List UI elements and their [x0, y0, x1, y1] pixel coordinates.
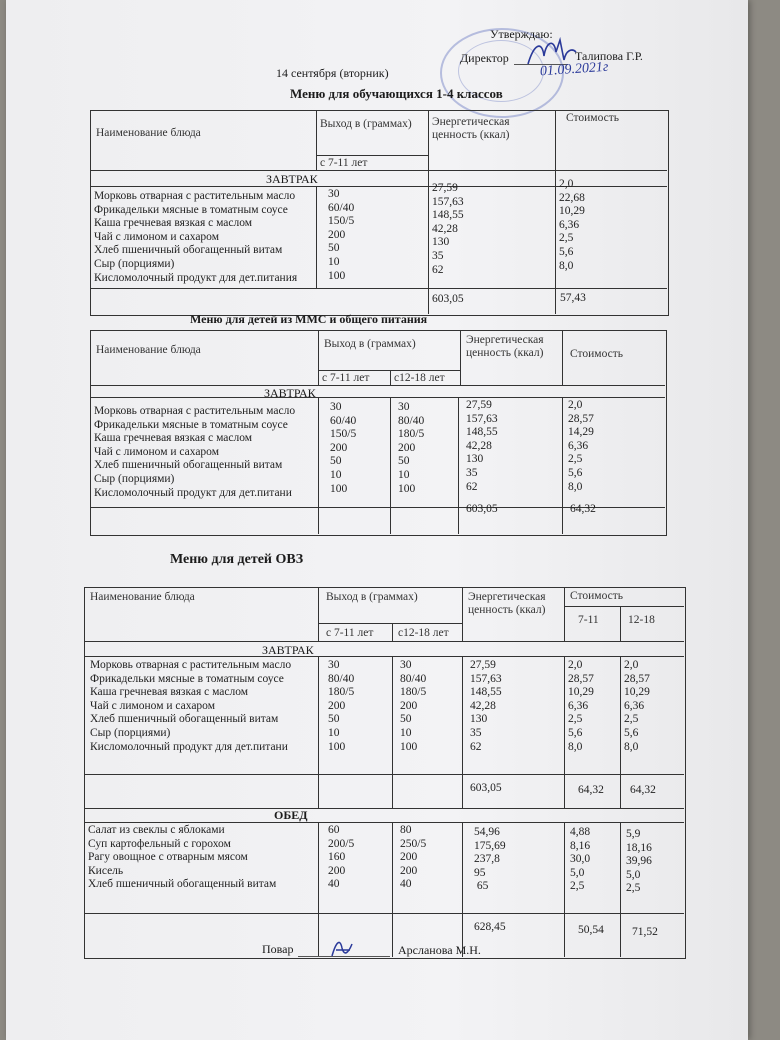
t3-line	[318, 587, 319, 641]
t1-total-cost: 57,43	[560, 292, 586, 304]
t2-output-12-18: 30 80/40 180/5 200 50 10 100	[398, 401, 425, 495]
cook-name: Арсланова М.Н.	[398, 943, 481, 957]
t3-breakfast-total-energy: 603,05	[470, 782, 502, 794]
t3-line	[318, 656, 319, 808]
t3-lunch-total-energy: 628,45	[474, 921, 506, 933]
t1-col-output: Выход в (граммах)	[320, 118, 412, 130]
t3-age-7-11: с 7-11 лет	[326, 627, 374, 639]
t1-line	[428, 110, 429, 186]
t3-lunch-total-cost-12-18: 71,52	[632, 926, 658, 938]
t3-lunch-output-7-11: 60 200/5 160 200 40	[328, 824, 355, 891]
t3-line	[84, 913, 684, 914]
t3-line	[84, 808, 684, 809]
t1-line	[428, 186, 429, 314]
t2-col-name: Наименование блюда	[96, 344, 201, 356]
t3-lunch-total-cost-7-11: 50,54	[578, 924, 604, 936]
t3-line	[318, 822, 319, 957]
t2-line	[390, 397, 391, 534]
cook-signature-icon	[326, 934, 356, 962]
t3-breakfast-dishes: Морковь отварная с растительным масло Фрикадельки мясные в томатным соусе Каша гречневая вязкая с маслом Чай с лимоном и сахаром Хлеб пшеничный обогащенный витам Сыр (порциями) Кисломолочный продукт для дет.питани	[90, 659, 292, 753]
t3-lunch-energy: 54,96 175,69 237,8 95 65	[474, 826, 506, 893]
table1-title: Меню для обучающихся 1-4 классов	[290, 86, 503, 101]
t3-line	[462, 656, 463, 808]
t3-line	[620, 822, 621, 957]
t2-line	[460, 330, 461, 385]
t1-line	[316, 186, 317, 288]
t3-line	[620, 606, 621, 641]
t1-age-7-11: с 7-11 лет	[320, 157, 368, 169]
t2-line	[318, 330, 319, 385]
t1-line	[316, 110, 317, 170]
t2-col-cost: Стоимость	[570, 348, 623, 360]
t2-section-breakfast: ЗАВТРАК	[264, 386, 316, 400]
t2-line	[318, 370, 460, 371]
t3-breakfast-total-cost-12-18: 64,32	[630, 784, 656, 796]
t2-total-energy: 603,05	[466, 503, 498, 515]
t3-col-output: Выход в (граммах)	[326, 591, 418, 603]
t1-col-energy: Энергетическая ценность (ккал)	[432, 116, 510, 141]
t2-line	[390, 370, 391, 385]
t3-lunch-dishes: Салат из свеклы с яблоками Суп картофельный с горохом Рагу овощное с отварным мясом Кисель Хлеб пшеничный обогащенный витам	[88, 824, 277, 891]
t2-line	[90, 385, 665, 386]
t3-line	[462, 822, 463, 957]
t2-cost: 2,0 28,57 14,29 6,36 2,5 5,6 8,0	[568, 399, 594, 493]
t2-line	[458, 397, 459, 534]
t2-col-energy: Энергетическая ценность (ккал)	[466, 334, 544, 359]
handwritten-date: 01.09.2021г	[539, 59, 609, 80]
t3-line	[318, 623, 462, 624]
table2-title: Меню для детей из ММС и общего питания	[190, 312, 428, 326]
t2-energy: 27,59 157,63 148,55 42,28 130 35 62	[466, 399, 498, 493]
t3-breakfast-total-cost-7-11: 64,32	[578, 784, 604, 796]
t2-total-cost: 64,32	[570, 503, 596, 515]
t1-section-breakfast: ЗАВТРАК	[266, 172, 318, 186]
t3-breakfast-energy: 27,59 157,63 148,55 42,28 130 35 62	[470, 659, 502, 753]
t1-cost: 2,0 22,68 10,29 6,36 2,5 5,6 8,0	[559, 178, 585, 272]
t3-lunch-cost-12-18: 5,9 18,16 39,96 5,0 2,5	[626, 828, 652, 895]
t2-line	[90, 397, 665, 398]
t1-line	[90, 288, 667, 289]
director-label: Директор	[460, 51, 509, 65]
t2-line	[562, 330, 563, 385]
t1-line	[316, 155, 428, 156]
t3-line	[620, 656, 621, 808]
t3-breakfast-cost-7-11: 2,0 28,57 10,29 6,36 2,5 5,6 8,0	[568, 659, 594, 753]
t3-col-energy: Энергетическая ценность (ккал)	[468, 591, 546, 616]
t1-output: 30 60/40 150/5 200 50 10 100	[328, 188, 355, 282]
cook-label: Повар	[262, 942, 294, 956]
t3-line	[84, 641, 684, 642]
date-line: 14 сентября (вторник)	[276, 66, 389, 80]
t3-line	[84, 774, 684, 775]
t3-section-lunch: ОБЕД	[274, 808, 308, 822]
t1-total-energy: 603,05	[432, 293, 464, 305]
t3-line	[84, 656, 684, 657]
t2-dishes: Морковь отварная с растительным масло Фрикадельки мясные в томатным соусе Каша гречневая вязкая с маслом Чай с лимоном и сахаром Хлеб пшеничный обогащенный витам Сыр (порциями) Кисломолочный продукт для дет.питани	[94, 405, 296, 499]
t3-line	[564, 656, 565, 808]
t3-line	[564, 606, 684, 607]
t2-line	[318, 397, 319, 534]
t1-energy: 27,59 157,63 148,55 42,28 130 35 62	[432, 182, 464, 276]
t3-lunch-cost-7-11: 4,88 8,16 30,0 5,0 2,5	[570, 826, 591, 893]
t2-col-output: Выход в (граммах)	[324, 338, 416, 350]
approval-label: Утверждаю:	[490, 27, 553, 41]
t3-line	[84, 822, 684, 823]
t3-line	[392, 623, 393, 641]
t3-lunch-output-12-18: 80 250/5 200 200 40	[400, 824, 427, 891]
t1-dishes: Морковь отварная с растительным масло Фрикадельки мясные в томатным соусе Каша гречневая вязкая с маслом Чай с лимоном и сахаром Хлеб пшеничный обогащенный витам Сыр (порциями) Кисломолочный продукт для дет.питания	[94, 190, 298, 284]
t3-col-cost: Стоимость	[570, 590, 623, 602]
t2-output-7-11: 30 60/40 150/5 200 50 10 100	[330, 401, 357, 495]
t3-line	[392, 822, 393, 957]
t1-line	[90, 170, 667, 171]
t3-section-breakfast: ЗАВТРАК	[262, 643, 314, 657]
director-name: Талипова Г.Р.	[575, 49, 643, 63]
table3	[84, 587, 686, 959]
t3-cost-12-18: 12-18	[628, 614, 655, 626]
t2-age-7-11: с 7-11 лет	[322, 372, 370, 384]
t3-age-12-18: с12-18 лет	[398, 627, 449, 639]
t3-breakfast-output-12-18: 30 80/40 180/5 200 50 10 100	[400, 659, 427, 753]
t3-line	[564, 587, 565, 641]
t3-col-name: Наименование блюда	[90, 591, 195, 603]
t3-line	[392, 656, 393, 808]
t1-line	[555, 110, 556, 314]
t3-cost-7-11: 7-11	[578, 614, 599, 626]
t3-breakfast-output-7-11: 30 80/40 180/5 200 50 10 100	[328, 659, 355, 753]
table3-title: Меню для детей ОВЗ	[170, 552, 304, 567]
t3-line	[564, 822, 565, 957]
t2-age-12-18: с12-18 лет	[394, 372, 445, 384]
t3-line	[462, 587, 463, 641]
t1-col-cost: Стоимость	[566, 112, 619, 124]
t2-line	[562, 397, 563, 534]
t1-col-name: Наименование блюда	[96, 127, 201, 139]
t3-breakfast-cost-12-18: 2,0 28,57 10,29 6,36 2,5 5,6 8,0	[624, 659, 650, 753]
